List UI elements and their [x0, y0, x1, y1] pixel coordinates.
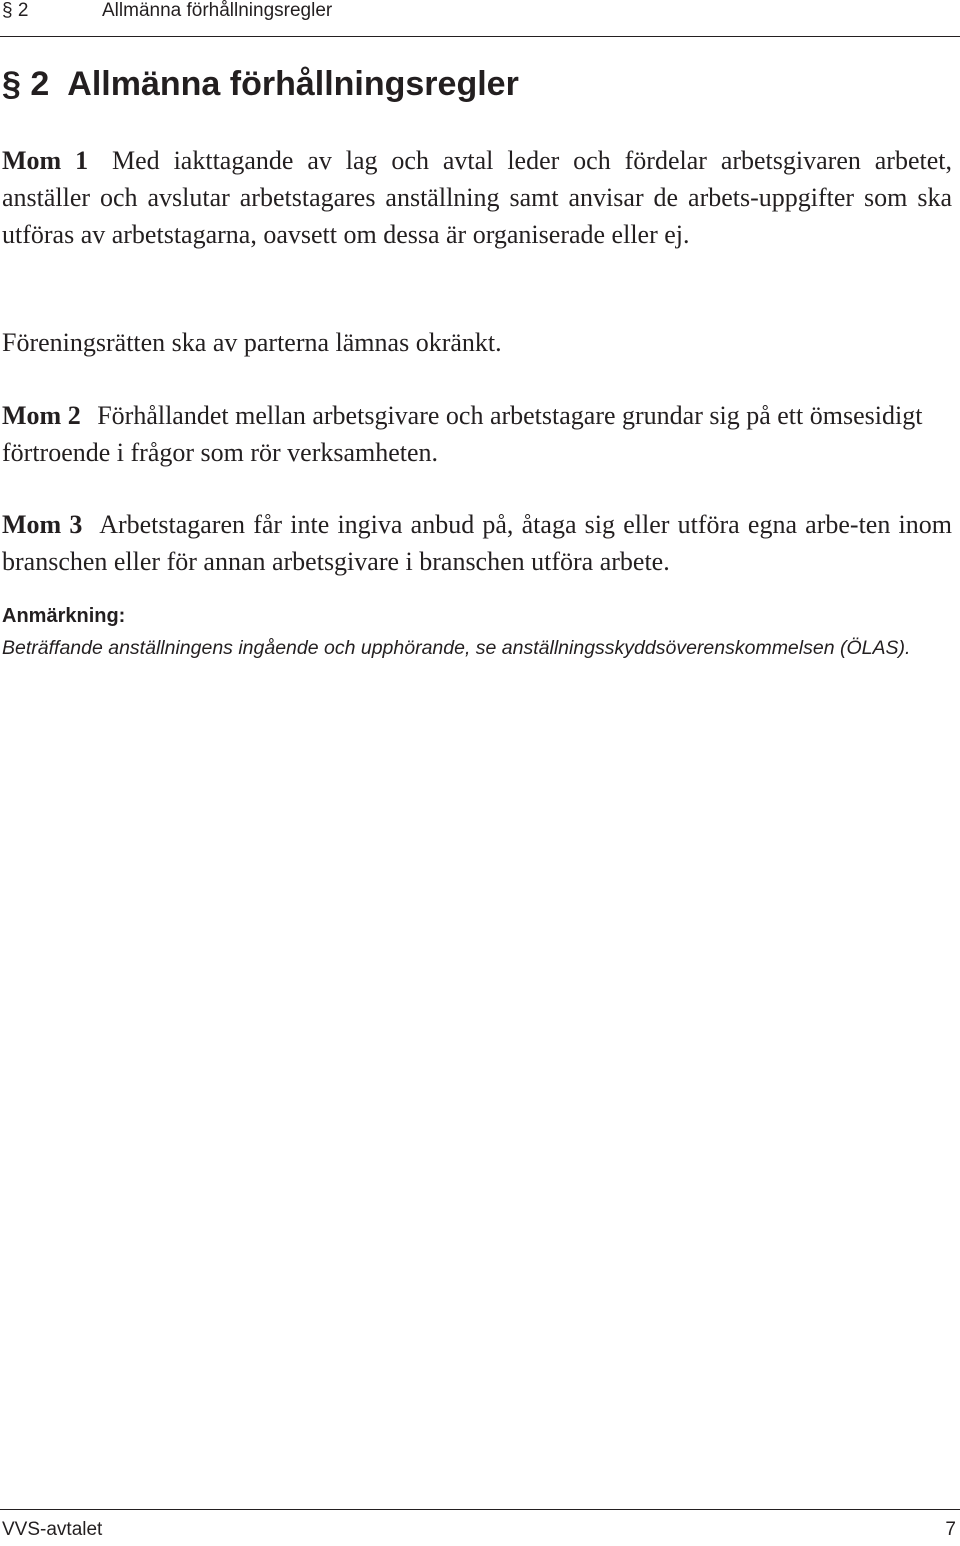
running-footer	[0, 1509, 960, 1546]
header-section-title: Allmänna förhållningsregler	[102, 0, 333, 21]
note-label: Anmärkning:	[2, 605, 126, 627]
header-section-number: § 2	[2, 0, 29, 21]
running-header	[0, 0, 960, 37]
note-text: Beträffande anställningens ingående och upphörande, se anställningsskyddsöverenskommelsen (ÖLAS).	[2, 637, 911, 659]
mom-1-label: Mom 1	[2, 146, 89, 175]
mom-2-label: Mom 2	[2, 401, 81, 430]
paragraph-foreningsratt	[2, 324, 952, 361]
section-heading	[2, 64, 519, 104]
mom-3-text: Arbetstagaren får inte ingiva anbud på, åtaga sig eller utföra egna arbe-ten inom branschen eller för annan arbetsgivare i branschen utföra arbete.	[2, 510, 952, 576]
footer-document-name: VVS-avtalet	[2, 1519, 103, 1540]
section-heading-number: § 2	[2, 65, 50, 103]
paragraph-mom-1	[2, 142, 952, 253]
section-heading-title: Allmänna förhållningsregler	[67, 65, 519, 103]
foreningsratt-text: Föreningsrätten ska av parterna lämnas okränkt.	[2, 328, 502, 357]
footer-page-number: 7	[945, 1519, 956, 1540]
mom-3-label: Mom 3	[2, 510, 83, 539]
mom-1-text: Med iakttagande av lag och avtal leder och fördelar arbetsgivaren arbetet, anställer och avslutar arbetstagares anställning samt anvisar de arbets-uppgifter som ska utföras av arbetstagarna, oavsett om dessa är organiserade eller ej.	[2, 146, 952, 249]
mom-2-text: Förhållandet mellan arbetsgivare och arbetstagare grundar sig på ett ömsesidigt förtroende i frågor som rör verksamheten.	[2, 401, 923, 467]
paragraph-mom-2	[2, 397, 952, 471]
paragraph-mom-3	[2, 506, 952, 580]
